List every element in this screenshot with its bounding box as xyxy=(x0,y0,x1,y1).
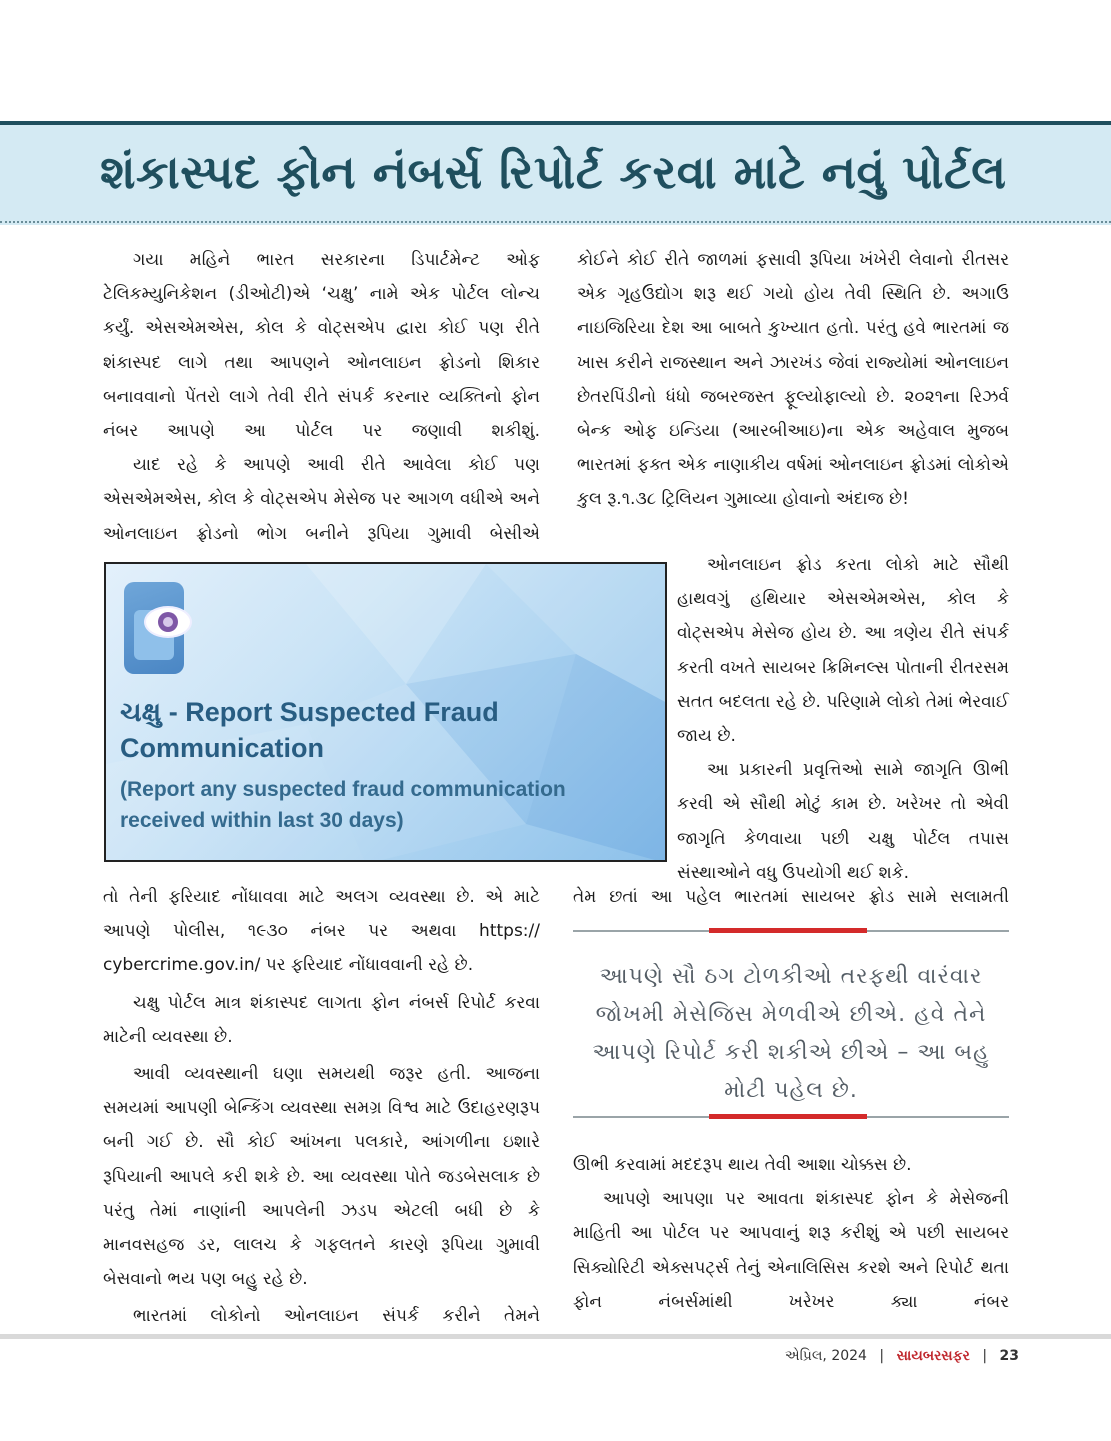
paragraph: યાદ રહે કે આપણે આવી રીતે આવેલા કોઈ પણ એસએમએસ, કોલ કે વોટ્સએપ મેસેજ પર આગળ વધીએ અને ઓનલાઇન ફ્રોડનો ભોગ બનીને રૂપિયા ગુમાવી બેસીએ xyxy=(103,455,540,544)
pull-quote-top-accent xyxy=(709,928,867,933)
footer xyxy=(785,1348,1019,1364)
pull-quote-text: આપણે સૌ ઠગ ટોળકીઓ તરફથી વારંવાર જોખમી મેસેજિસ મેળવીએ છીએ. હવે તેને આપણે રિપોર્ટ કરી શકીએ છીએ – આ બહુ મોટી પહેલ છે. xyxy=(592,964,990,1103)
column-2-narrow xyxy=(677,548,1009,890)
magazine-name: સાયબરસફર xyxy=(896,1348,970,1364)
paragraph: આપણે આપણા પર આવતા શંકાસ્પદ ફોન કે મેસેજની માહિતી આ પોર્ટલ પર આપવાનું શરૂ કરીશું એ પછી સાયબર સિક્યોરિટી એક્સપર્ટ્સ તેનું એનાલિસિસ કરશે અને રિપોર્ટ થતા ફોન નંબર્સમાંથી ખરેખર ક્યા નંબર xyxy=(573,1189,1009,1312)
pull-quote xyxy=(573,930,1009,1118)
paragraph: આ પ્રકારની પ્રવૃત્તિઓ સામે જાગૃતિ ઊભી કરવી એ સૌથી મોટું કામ છે. ખરેખર તો એવી જાગૃતિ કેળવાયા પછી ચક્ષુ પોર્ટલ તપાસ સંસ્થાઓને વધુ ઉપયોગી થઈ શકે. xyxy=(677,760,1009,883)
issue-date: એપ્રિલ, 2024 xyxy=(784,1348,867,1364)
footer-separator: | xyxy=(879,1348,885,1364)
image-title: ચક્ષુ - Report Suspected Fraud Communication xyxy=(120,697,499,763)
title-band xyxy=(0,125,1111,225)
column-1-top xyxy=(103,243,540,551)
page-number: 23 xyxy=(999,1348,1019,1364)
paragraph: ઊભી કરવામાં મદદરૂપ થાય તેવી આશા ચોક્કસ છે. xyxy=(573,1155,912,1175)
chakshu-portal-image xyxy=(104,562,667,862)
paragraph: ઓનલાઇન ફ્રોડ કરતા લોકો માટે સૌથી હાથવગું હથિયાર એસએમએસ, કોલ કે વોટ્સએપ મેસેજ હોય છે. આ ત્રણેય રીતે સંપર્ક કરતી વખતે સાયબર ક્રિમિનલ્સ પોતાની રીતરસમ સતત બદલતા રહે છે. પરિણામે લોકો તેમાં ભેરવાઈ જાય છે. xyxy=(677,555,1009,747)
image-subtitle: (Report any suspected fraud communication received within last 30 days) xyxy=(120,778,566,832)
paragraph: તેમ છતાં આ પહેલ ભારતમાં સાયબર ફ્રોડ સામે સલામતી xyxy=(573,887,1009,907)
page-title: શંકાસ્પદ ફોન નંબર્સ રિપોર્ટ કરવા માટે નવું પોર્ટલ xyxy=(100,145,1007,199)
paragraph: આવી વ્યવસ્થાની ઘણા સમયથી જરૂર હતી. આજના સમયમાં આપણી બેન્કિંગ વ્યવસ્થા સમગ્ર વિશ્વ માટે ઉદાહરણરૂપ બની ગઈ છે. સૌ કોઈ આંખના પલકારે, આંગળીના ઇશારે રૂપિયાની આપલે કરી શકે છે. આ વ્યવસ્થા પોતે જડબેસલાક છે પરંતુ તેમાં નાણાંની આપલેની ઝડપ એટલી બધી છે કે માનવસહજ ડર, લાલચ કે ગફલતને કારણે રૂપિયા ગુમાવી બેસવાનો ભય પણ બહુ રહે છે. xyxy=(103,1064,540,1290)
column-1-bottom xyxy=(103,880,540,1334)
paragraph: તો તેની ફરિયાદ નોંધાવવા માટે અલગ વ્યવસ્થા છે. એ માટે આપણે પોલીસ, ૧૯૩૦ નંબર પર અથવા https:// cybercrime.gov.in/ પર ફરિયાદ નોંધાવવાની રહે છે. xyxy=(103,887,540,976)
paragraph: ગયા મહિને ભારત સરકારના ડિપાર્ટમેન્ટ ઓફ ટેલિકમ્યુનિકેશન (ડીઓટી)એ ‘ચક્ષુ’ નામે એક પોર્ટલ લોન્ચ કર્યું. એસએમએસ, કોલ કે વોટ્સએપ દ્વારા કોઈ પણ રીતે શંકાસ્પદ લાગે તથા આપણને ઓનલાઇન ફ્રોડનો શિકાર બનાવવાનો પેંતરો લાગે તેવી રીતે સંપર્ક કરનાર વ્યક્તિનો ફોન નંબર આપણે આ પોર્ટલ પર જણાવી શકીશું. xyxy=(103,250,540,442)
column-2-top xyxy=(577,243,1009,517)
pull-quote-bottom-accent xyxy=(709,1114,867,1119)
column-2-bottom xyxy=(573,1148,1009,1319)
paragraph: કોઈને કોઈ રીતે જાળમાં ફસાવી રૂપિયા ખંખેરી લેવાનો રીતસર એક ગૃહઉદ્યોગ શરૂ થઈ ગયો હોય તેવી સ્થિતિ છે. અગાઉ નાઇજિરિયા દેશ આ બાબતે કુખ્યાત હતો. પરંતુ હવે ભારતમાં જ ખાસ કરીને રાજસ્થાન અને ઝારખંડ જેવાં રાજ્યોમાં ઓનલાઇન છેતરપિંડીનો ધંધો જબરજસ્ત ફૂલ્યોફાલ્યો છે. ૨૦૨૧ના રિઝર્વ બેન્ક ઓફ ઇન્ડિયા (આરબીઆઇ)ના એક અહેવાલ મુજબ ભારતમાં ફક્ત એક નાણાકીય વર્ષમાં ઓનલાઇન ફ્રોડમાં લોકોએ કુલ રૂ.૧.૩૮ ટ્રિલિયન ગુમાવ્યા હોવાનો અંદાજ છે! xyxy=(577,250,1009,510)
paragraph: ચક્ષુ પોર્ટલ માત્ર શંકાસ્પદ લાગતા ફોન નંબર્સ રિપોર્ટ કરવા માટેની વ્યવસ્થા છે. xyxy=(103,992,540,1047)
column-2-continuation xyxy=(573,880,1009,914)
eye-icon xyxy=(144,606,192,638)
paragraph: ભારતમાં લોકોનો ઓનલાઇન સંપર્ક કરીને તેમને xyxy=(133,1306,540,1327)
title-dotted-rule xyxy=(0,221,1111,223)
footer-rule xyxy=(0,1334,1111,1339)
footer-separator: | xyxy=(982,1348,988,1364)
